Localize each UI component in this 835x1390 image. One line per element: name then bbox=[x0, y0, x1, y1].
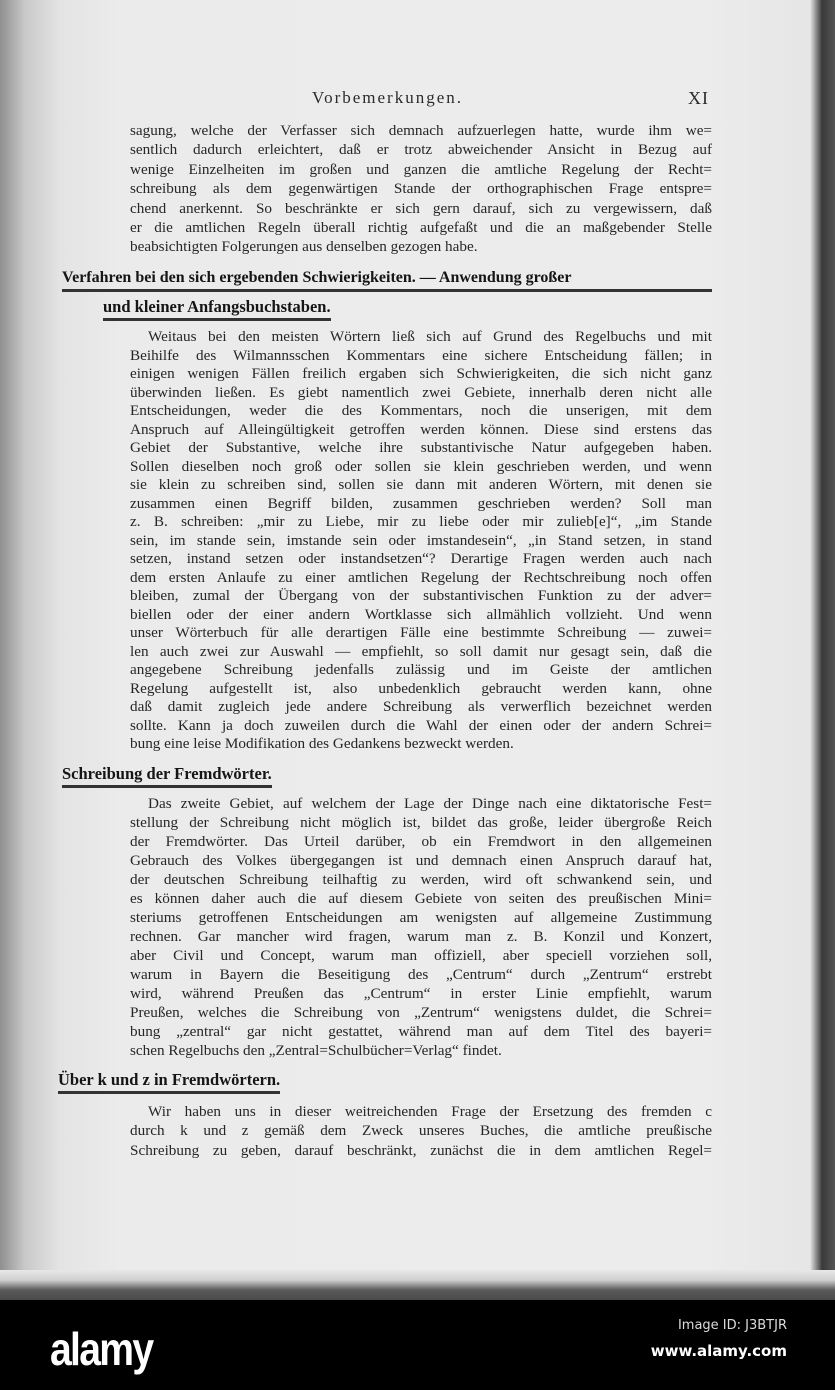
text-line: chend anerkennt. So beschränkte er sich gern darauf, sich zu vergewissern, daß bbox=[130, 199, 712, 217]
page-bottom-edge bbox=[0, 1270, 835, 1300]
text-line: Weitaus bei den meisten Wörtern ließ sich auf Grund des Regelbuchs und mit bbox=[148, 328, 712, 345]
text-line: der Fremdwörter. Das Urteil darüber, ob ein Fremdwort in den allgemeinen bbox=[130, 833, 712, 850]
text-line: Gebrauch des Volkes übergegangen ist und demnach einen Anspruch darauf hat, bbox=[130, 852, 712, 869]
text-line: Preußen, welches die Schreibung von „Zentrum“ wenigstens duldet, die Schrei= bbox=[130, 1004, 712, 1021]
text-line: dem ersten Anlaufe zu einer amtlichen Regelung der Rechtschreibung noch offen bbox=[130, 568, 712, 586]
text-line: daß damit zugleich jede andere Schreibung als verwerflich bezeichnet werden bbox=[130, 698, 712, 715]
page-number: XI bbox=[688, 88, 709, 108]
text-line: er die amtlichen Regeln überall richtig aufgefaßt und die an maßgebender Stelle bbox=[130, 218, 712, 236]
paragraph-k-and-z bbox=[130, 1102, 712, 1160]
text-line: Anspruch auf Alleingültigkeit getroffen werden können. Diese sind erstens das bbox=[130, 420, 712, 438]
text-line: schreibung als dem gegenwärtigen Stande der orthographischen Frage entspre= bbox=[130, 180, 712, 198]
text-line: überwinden ließen. Es giebt namentlich zwei Gebiete, innerhalb deren nicht alle bbox=[130, 383, 712, 401]
text-line: setzen, instand setzen oder instandsetzen“? Derartige Fragen werden auch nach bbox=[130, 550, 712, 567]
text-line: sein, im stande sein, imstande sein oder imstandesein“, „in Stand setzen, in stand bbox=[130, 531, 712, 549]
text-line: len auch zwei zur Auswahl — empfiehlt, so soll damit nur gesagt sein, daß die bbox=[130, 642, 712, 660]
text-line: steriums getroffenen Entscheidungen am wenigsten auf allgemeine Zustimmung bbox=[130, 909, 712, 926]
text-line: bung „zentral“ gar nicht gestattet, während man auf dem Titel des bayeri= bbox=[130, 1023, 712, 1040]
text-line: bleiben, zumal der Übergang von der substantivischen Funktion zu der adver= bbox=[130, 587, 712, 604]
text-line: durch k und z gemäß dem Zweck unseres Buches, die amtliche preußische bbox=[130, 1122, 712, 1140]
text-line: Gebiet der Substantive, welche ihre substantivische Natur aufgegeben haben. bbox=[130, 439, 712, 456]
text-line: schen Regelbuchs den „Zentral=Schulbücher=Verlag“ findet. bbox=[130, 1042, 502, 1059]
text-line: Beihilfe des Wilmannsschen Kommentars eine sichere Entscheidung fällen; in bbox=[130, 346, 712, 364]
section-heading-capitalization-line1: Verfahren bei den sich ergebenden Schwierigkeiten. — Anwendung großer bbox=[62, 268, 712, 292]
text-line: z. B. schreiben: „mir zu Liebe, mir zu liebe oder mir zulieb[e]“, „im Stande bbox=[130, 513, 712, 530]
text-line: warum in Bayern die Beseitigung des „Centrum“ durch „Zentrum“ erstrebt bbox=[130, 966, 712, 983]
text-line: rechnen. Gar mancher wird fragen, warum man z. B. Konzil und Konzert, bbox=[130, 928, 712, 945]
text-line: Entscheidungen, weder die des Kommentars, noch die unserigen, mit dem bbox=[130, 402, 712, 419]
text-line: angegebene Schreibung jedenfalls zulässig und im Geiste der amtlichen bbox=[130, 661, 712, 678]
paragraph-difficulties bbox=[130, 328, 712, 754]
text-line: biellen oder der einer andern Wortklasse sich allmählich vollzieht. Und wenn bbox=[130, 605, 712, 623]
text-line: Sollen dieselben noch groß oder sollen sie klein geschrieben werden, und wenn bbox=[130, 457, 712, 475]
paragraph-foreign-words bbox=[130, 794, 712, 1060]
text-line: wird, während Preußen das „Centrum“ in erster Linie empfiehlt, warum bbox=[130, 985, 712, 1002]
alamy-logo: alamy bbox=[50, 1323, 153, 1375]
text-line: sentlich dadurch erleichtert, daß er trotz abweichender Ansicht in Bezug auf bbox=[130, 141, 712, 159]
section-heading-k-and-z: Über k und z in Fremdwörtern. bbox=[58, 1070, 280, 1094]
text-line: aber Civil und Concept, warum man offiziell, aber speciell vorziehen soll, bbox=[130, 947, 712, 964]
paragraph-continuation bbox=[130, 121, 712, 257]
text-line: es können daher auch die auf diesem Gebiete von seiten des preußischen Mini= bbox=[130, 890, 712, 907]
watermark-site: www.alamy.com bbox=[650, 1342, 787, 1360]
text-line: zusammen einen Begriff bilden, zusammen geschrieben werden? Soll man bbox=[130, 494, 712, 512]
text-line: Wir haben uns in dieser weitreichenden Frage der Ersetzung des fremden c bbox=[148, 1103, 712, 1120]
watermark-footer bbox=[0, 1300, 835, 1390]
text-line: stellung der Schreibung nicht möglich ist, bildet das große, leider übergroße Reich bbox=[130, 814, 712, 831]
text-line: Schreibung zu geben, darauf beschränkt, zunächst die in dem amtlichen Regel= bbox=[130, 1141, 712, 1159]
section-heading-foreign-words: Schreibung der Fremdwörter. bbox=[62, 764, 272, 788]
text-line: bung eine leise Modifikation des Gedankens bezweckt werden. bbox=[130, 735, 514, 752]
text-line: Regelung aufgestellt ist, also unbedenklich gebraucht werden kann, ohne bbox=[130, 679, 712, 697]
text-line: einigen wenigen Fällen freilich ergaben sich Schwierigkeiten, die sich nicht ganz bbox=[130, 365, 712, 382]
section-heading-capitalization-line2: und kleiner Anfangsbuchstaben. bbox=[103, 297, 331, 321]
text-line: sollte. Kann ja doch zuweilen durch die Wahl der einen oder der andern Schrei= bbox=[130, 716, 712, 734]
text-line: sie klein zu schreiben sind, sollen sie dann mit anderen Wörtern, mit denen sie bbox=[130, 476, 712, 493]
text-line: der deutschen Schreibung teilhaftig zu werden, wird oft schwankend sein, und bbox=[130, 871, 712, 888]
text-line: Das zweite Gebiet, auf welchem der Lage der Dinge nach eine diktatorische Fest= bbox=[148, 795, 712, 812]
running-head-title: Vorbemerkungen. bbox=[312, 88, 464, 107]
text-line: unser Wörterbuch für alle derartigen Fälle eine bestimmte Schreibung — zuwei= bbox=[130, 624, 712, 641]
image-id: Image ID: J3BTJR bbox=[677, 1318, 787, 1333]
text-line: beabsichtigten Folgerungen aus denselben gezogen habe. bbox=[130, 238, 478, 256]
text-line: wenige Einzelheiten im großen und ganzen die amtliche Regelung der Recht= bbox=[130, 160, 712, 178]
text-line: sagung, welche der Verfasser sich demnach aufzuerlegen hatte, wurde ihm we= bbox=[130, 122, 712, 139]
